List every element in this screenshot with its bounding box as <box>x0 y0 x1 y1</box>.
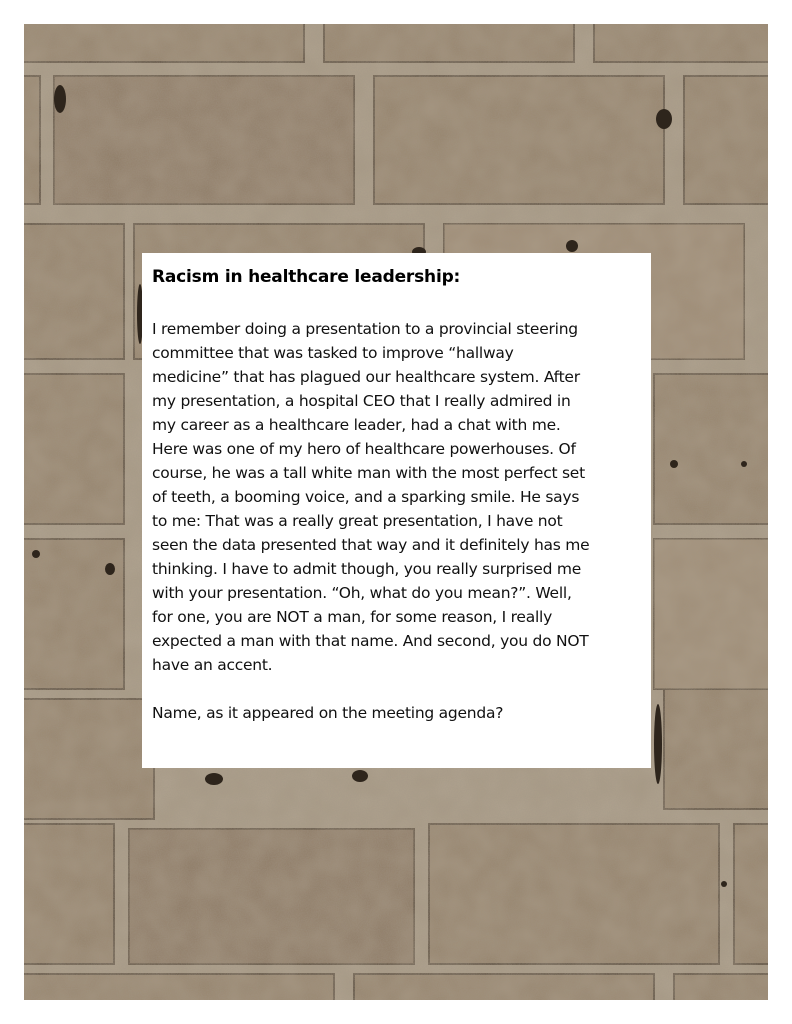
card-question: Name, as it appeared on the meeting agenda? <box>152 704 504 722</box>
text-card <box>142 253 651 768</box>
card-title: Racism in healthcare leadership: <box>152 267 461 287</box>
card-body-text: I remember doing a presentation to a provincial steering committee that was tasked to improve “hallway medicine” that has plagued our healthcare system. After my presentation, a hospital CEO that I really admired in my career as a healthcare leader, had a chat with me. Here was one of my hero of healthcare powerhouses. Of course, he was a tall white man with the most perfect set of teeth, a booming voice, and a sparking smile. He says to me: That was a really great presentation, I have not seen the data presented that way and it definitely has me thinking. I have to admit though, you really surprised me with your presentation. “Oh, what do you mean?”. Well, for one, you are NOT a man, for some reason, I really expected a man with that name. And second, you do NOT have an accent. <box>152 320 590 674</box>
